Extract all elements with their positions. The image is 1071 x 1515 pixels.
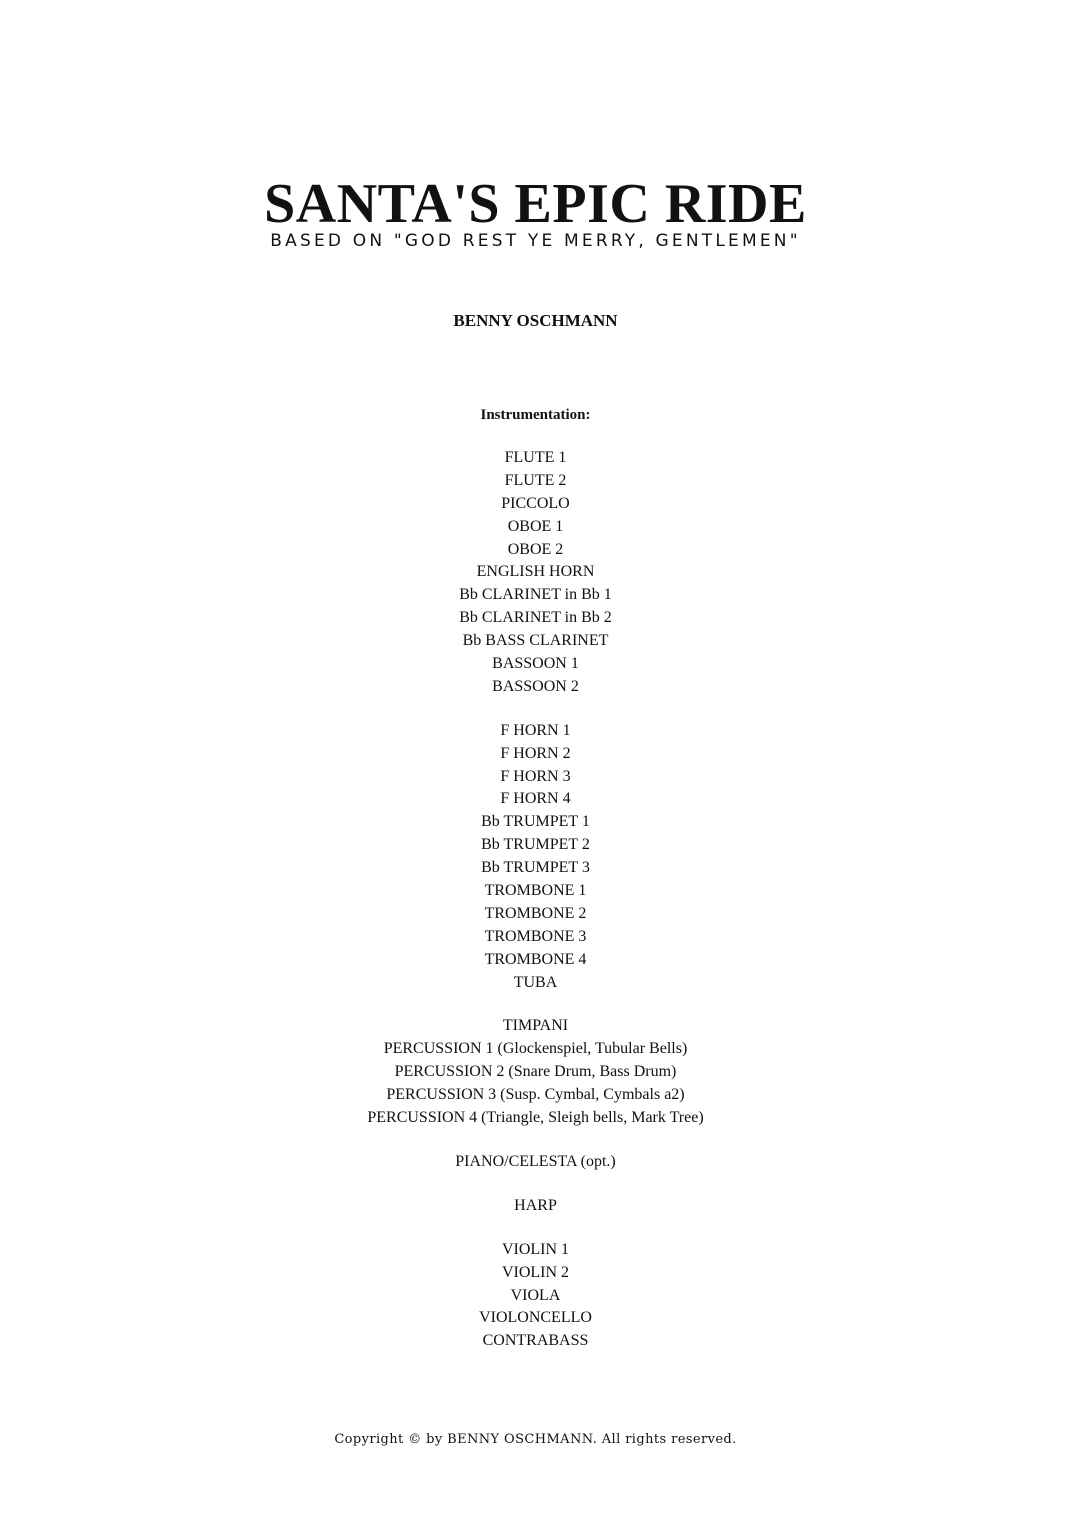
instrument-group (0, 1015, 1071, 1129)
instrument-item: TROMBONE 4 (484, 950, 587, 968)
instrument-group (0, 1151, 1071, 1174)
instrument-item: Bb CLARINET in Bb 1 (459, 586, 612, 604)
instrument-item: F HORN 1 (500, 721, 571, 739)
instrument-item: FLUTE 2 (504, 471, 567, 489)
instrument-item: TROMBONE 1 (484, 882, 587, 900)
instrument-item: PIANO/CELESTA (opt.) (455, 1152, 616, 1170)
instrument-item: VIOLIN 1 (501, 1240, 570, 1258)
instrument-item: PERCUSSION 2 (Snare Drum, Bass Drum) (394, 1063, 677, 1081)
instrument-item: Bb TRUMPET 1 (481, 813, 590, 831)
instrument-item: F HORN 3 (500, 767, 571, 785)
instrument-item: Bb BASS CLARINET (462, 632, 609, 650)
copyright-notice: Copyright © by BENNY OSCHMANN. All rights reserved. (334, 1432, 737, 1447)
instrument-item: PICCOLO (501, 494, 570, 512)
instrument-item: TROMBONE 2 (484, 904, 587, 922)
instrumentation-list (0, 447, 1071, 1374)
instrument-item: VIOLA (510, 1286, 561, 1304)
instrument-item: CONTRABASS (482, 1332, 589, 1350)
instrument-item: PERCUSSION 1 (Glockenspiel, Tubular Bells) (383, 1040, 688, 1058)
instrument-item: TIMPANI (502, 1017, 569, 1035)
instrument-item: Bb TRUMPET 2 (481, 836, 590, 854)
instrument-item: PERCUSSION 4 (Triangle, Sleigh bells, Mark Tree) (367, 1109, 704, 1127)
page-title: SANTA'S EPIC RIDE (264, 173, 807, 235)
subtitle: BASED ON "GOD REST YE MERRY, GENTLEMEN" (270, 231, 801, 251)
instrument-item: Bb TRUMPET 3 (481, 859, 590, 877)
instrument-item: TROMBONE 3 (484, 927, 587, 945)
instrument-item: PERCUSSION 3 (Susp. Cymbal, Cymbals a2) (386, 1086, 685, 1104)
instrument-item: F HORN 2 (500, 744, 571, 762)
instrument-item: VIOLIN 2 (501, 1263, 570, 1281)
instrument-item: HARP (514, 1196, 557, 1214)
instrument-item: VIOLONCELLO (479, 1309, 592, 1327)
instrument-group (0, 1239, 1071, 1353)
instrument-item: Bb CLARINET in Bb 2 (459, 609, 612, 627)
instrument-item: FLUTE 1 (504, 449, 567, 466)
instrument-item: BASSOON 2 (492, 677, 579, 695)
instrument-item: TUBA (513, 973, 558, 991)
instrument-group (0, 1195, 1071, 1218)
instrumentation-heading: Instrumentation: (480, 407, 591, 423)
instrument-item: OBOE 2 (507, 540, 564, 558)
composer-name: BENNY OSCHMANN (453, 311, 618, 330)
instrument-item: BASSOON 1 (492, 655, 579, 673)
instrument-item: ENGLISH HORN (476, 563, 595, 581)
instrument-group (0, 447, 1071, 699)
instrument-item: F HORN 4 (500, 790, 571, 808)
instrument-item: OBOE 1 (507, 517, 564, 535)
instrument-group (0, 720, 1071, 995)
